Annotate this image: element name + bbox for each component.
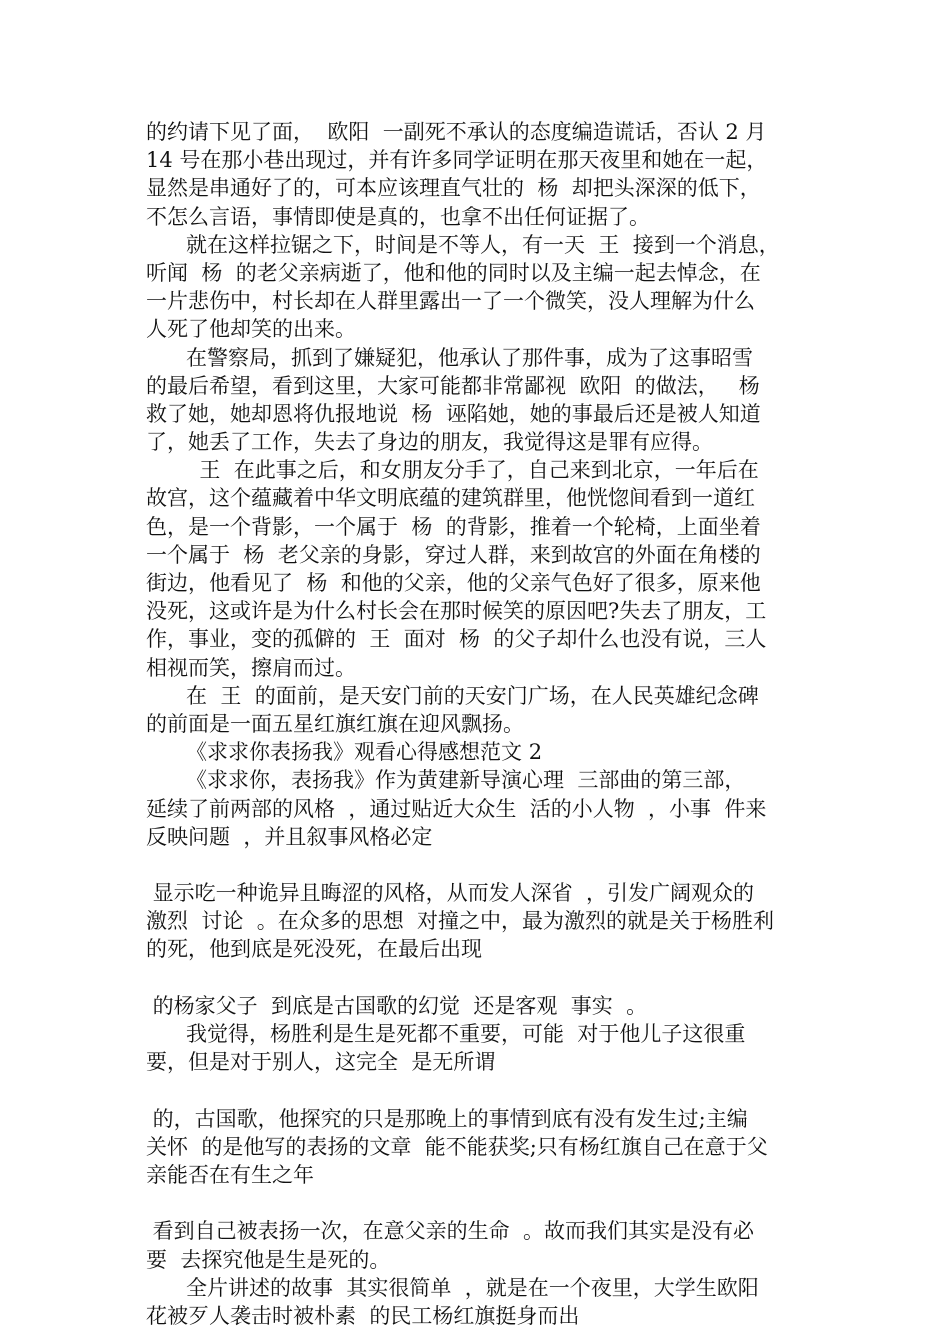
text-line: 延续了前两部的风格 ，通过贴近大众生 活的小人物 ，小事 件来 bbox=[146, 796, 767, 821]
text-line: 要 去探究他是生是死的。 bbox=[146, 1247, 391, 1272]
text-line: 看到自己被表扬一次，在意父亲的生命 。故而我们其实是没有必 bbox=[146, 1219, 755, 1244]
paragraph-gap bbox=[146, 851, 826, 879]
text-line: 花被歹人袭击时被朴素 的民工杨红旗挺身而出 bbox=[146, 1303, 580, 1328]
paragraph-gap bbox=[146, 964, 826, 992]
text-line: 《求求你，表扬我》作为黄建新导演心理 三部曲的第三部， bbox=[146, 768, 746, 793]
text-line: 一片悲伤中，村长却在人群里露出一了一个微笑，没人理解为什么 bbox=[146, 289, 755, 314]
text-line: 反映问题 ，并且叙事风格必定 bbox=[146, 824, 433, 849]
text-line: 王 在此事之后，和女朋友分手了，自己来到北京，一年后在 bbox=[146, 458, 759, 483]
text-line: 的死，他到底是死没死，在最后出现 bbox=[146, 937, 482, 962]
text-line: 的约请下见了面， 欧阳 一副死不承认的态度编造谎话，否认 2 月 bbox=[146, 120, 767, 144]
text-line: 就在这样拉锯之下，时间是不等人，有一天 王 接到一个消息， bbox=[146, 232, 780, 257]
text-line: 作，事业，变的孤僻的 王 面对 杨 的父子却什么也没有说，三人 bbox=[146, 627, 767, 652]
text-line: 故宫，这个蕴藏着中华文明底蕴的建筑群里，他恍惚间看到一道红 bbox=[146, 486, 755, 511]
text-line: 亲能否在有生之年 bbox=[146, 1162, 314, 1187]
paragraph-gap bbox=[146, 1076, 826, 1104]
text-line: 在警察局，抓到了嫌疑犯，他承认了那件事，成为了这事昭雪 bbox=[146, 345, 754, 370]
text-line: 全片讲述的故事 其实很简单 ，就是在一个夜里，大学生欧阳 bbox=[146, 1275, 759, 1300]
text-line: 《求求你表扬我》观看心得感想范文 2 bbox=[146, 740, 543, 765]
text-line: 不怎么言语，事情即使是真的，也拿不出任何证据了。 bbox=[146, 204, 650, 229]
text-line: 听闻 杨 的老父亲病逝了，他和他的同时以及主编一起去悼念，在 bbox=[146, 260, 761, 285]
text-line: 色，是一个背影，一个属于 杨 的背影，推着一个轮椅，上面坐着 bbox=[146, 514, 761, 539]
text-line: 显示吃一种诡异且晦涩的风格，从而发人深省 ，引发广阔观众的 bbox=[146, 881, 755, 906]
text-line: 一个属于 杨 老父亲的身影，穿过人群，来到故宫的外面在角楼的 bbox=[146, 542, 761, 567]
text-line: 的，古国歌，他探究的只是那晚上的事情到底有没有发生过;主编 bbox=[146, 1106, 748, 1131]
text-line: 14 号在那小巷出现过，并有许多同学证明在那天夜里和她在一起， bbox=[146, 148, 768, 173]
text-line: 激烈 讨论 。在众多的思想 对撞之中，最为激烈的就是关于杨胜利 bbox=[146, 909, 775, 934]
text-line: 我觉得，杨胜利是生是死都不重要，可能 对于他儿子这很重 bbox=[146, 1022, 746, 1046]
text-line: 没死，这或许是为什么村长会在那时候笑的原因吧?失去了朋友，工 bbox=[146, 599, 767, 624]
text-line: 了，她丢了工作，失去了身边的朋友，我觉得这是罪有应得。 bbox=[146, 430, 713, 455]
text-line: 显然是串通好了的，可本应该理直气壮的 杨 却把头深深的低下， bbox=[146, 176, 761, 201]
text-line: 的杨家父子 到底是古国歌的幻觉 还是客观 事实 。 bbox=[146, 993, 648, 1018]
text-line: 的前面是一面五星红旗红旗在迎风飘扬。 bbox=[146, 711, 524, 736]
text-line: 关怀 的是他写的表扬的文章 能不能获奖;只有杨红旗自己在意于父 bbox=[146, 1134, 768, 1159]
text-line: 在 王 的面前，是天安门前的天安门广场，在人民英雄纪念碑 bbox=[146, 683, 759, 708]
paragraph-gap bbox=[146, 1189, 826, 1217]
text-line: 要，但是对于别人，这完全 是无所谓 bbox=[146, 1050, 496, 1075]
text-line: 人死了他却笑的出来。 bbox=[146, 317, 356, 342]
text-line: 街边，他看见了 杨 和他的父亲，他的父亲气色好了很多，原来他 bbox=[146, 571, 761, 595]
text-line: 救了她，她却恩将仇报地说 杨 诬陷她，她的事最后还是被人知道 bbox=[146, 401, 761, 426]
text-line: 相视而笑，擦肩而过。 bbox=[146, 655, 356, 680]
document-body bbox=[146, 118, 826, 1330]
text-line: 的最后希望，看到这里，大家可能都非常鄙视 欧阳 的做法， 杨 bbox=[146, 373, 760, 398]
